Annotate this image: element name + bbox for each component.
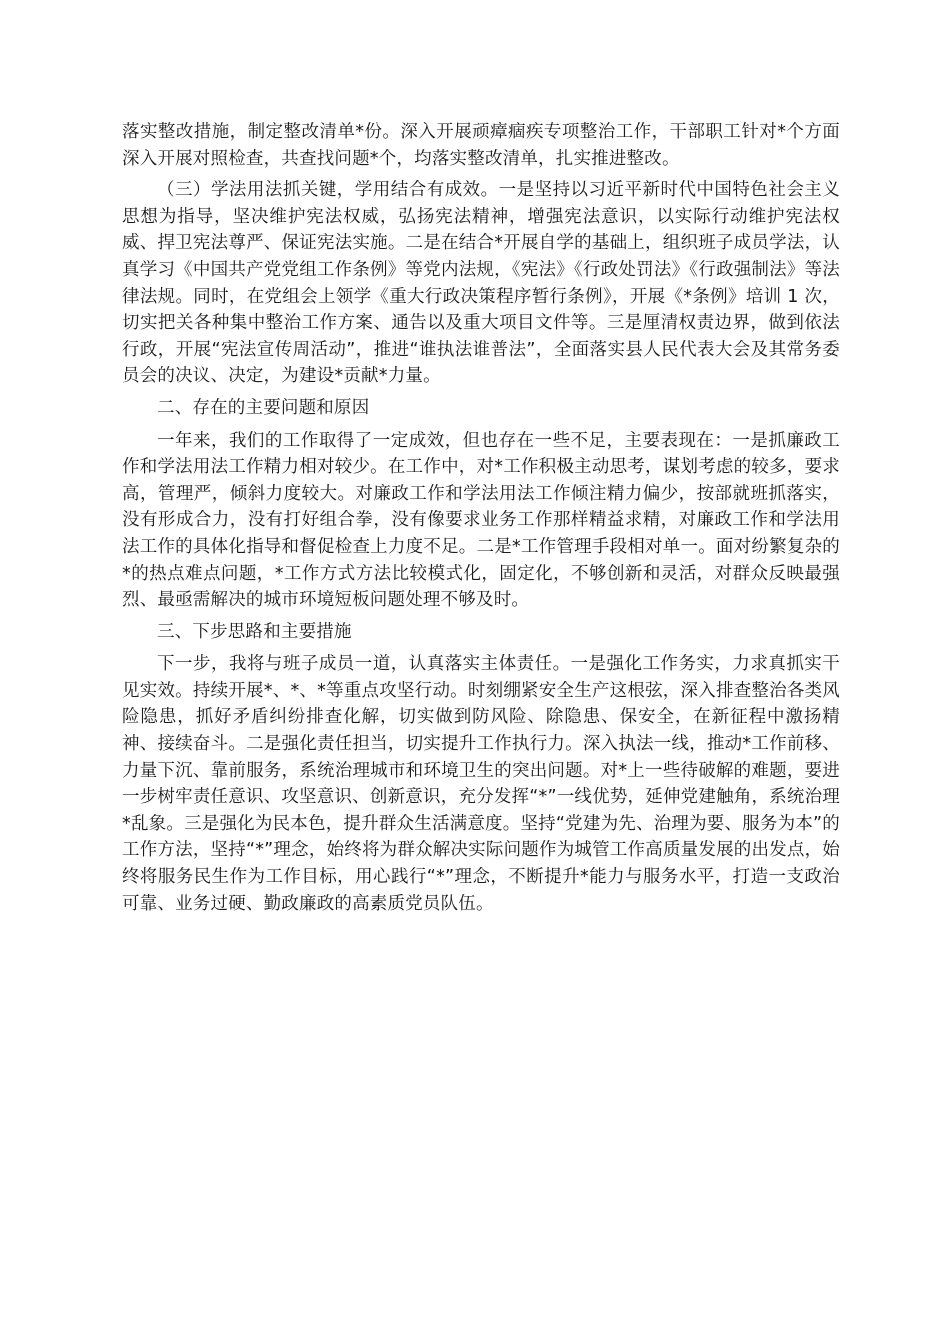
paragraph-law-study: （三）学法用法抓关键，学用结合有成效。一是坚持以习近平新时代中国特色社会主义思想为指导，坚决维护宪法权威，弘扬宪法精神，增强宪法意识，以实际行动维护宪法权威、捍卫宪法尊严、保证宪法实施。二是在结合*开展自学的基础上，组织班子成员学法，认真学习《中国共产党党组工作条例》等党内法规，《宪法》《行政处罚法》《行政强制法》等法律法规。同时，在党组会上领学《重大行政决策程序暂行条例》，开展《*条例》培训 1 次，切实把关各种集中整治工作方案、通告以及重大项目文件等。三是厘清权责边界，做到依法行政，开展“宪法宣传周活动”，推进“谁执法谁普法”，全面落实县人民代表大会及其常务委员会的决议、决定，为建设*贡献*力量。 bbox=[122, 180, 840, 387]
document-body bbox=[122, 119, 840, 922]
paragraph-rectification: 落实整改措施，制定整改清单*份。深入开展顽瘴痼疾专项整治工作，干部职工针对*个方面深入开展对照检查，共查找问题*个，均落实整改清单，扎实推进整改。 bbox=[122, 122, 840, 169]
paragraph-next-steps: 下一步，我将与班子成员一道，认真落实主体责任。一是强化工作务实，力求真抓实干见实效。持续开展*、*、*等重点攻坚行动。时刻绷紧安全生产这根弦，深入排查整治各类风险隐患，抓好矛盾纠纷排查化解，切实做到防风险、除隐患、保安全，在新征程中激扬精神、接续奋斗。二是强化责任担当，切实提升工作执行力。深入执法一线，推动*工作前移、力量下沉、靠前服务，系统治理城市和环境卫生的突出问题。对*上一些待破解的难题，要进一步树牢责任意识、攻坚意识、创新意识，充分发挥“*”一线优势，延伸党建触角，系统治理*乱象。三是强化为民本色，提升群众生活满意度。坚持“党建为先、治理为要、服务为本”的工作方法，坚持“*”理念，始终将为群众解决实际问题作为城管工作高质量发展的出发点，始终将服务民生作为工作目标，用心践行“*”理念，不断提升*能力与服务水平，打造一支政治可靠、业务过硬、勤政廉政的高素质党员队伍。 bbox=[122, 654, 840, 914]
paragraph-problems: 一年来，我们的工作取得了一定成效，但也存在一些不足，主要表现在：一是抓廉政工作和学法用法工作精力相对较少。在工作中，对*工作积极主动思考，谋划考虑的较多，要求高，管理严，倾斜力度较大。对廉政工作和学法用法工作倾注精力偏少，按部就班抓落实，没有形成合力，没有打好组合拳，没有像要求业务工作那样精益求精，对廉政工作和学法用法工作的具体化指导和督促检查上力度不足。二是*工作管理手段相对单一。面对纷繁复杂的*的热点难点问题，*工作方式方法比较模式化，固定化，不够创新和灵活，对群众反映最强烈、最亟需解决的城市环境短板问题处理不够及时。 bbox=[122, 430, 840, 611]
section-heading-problems: 二、存在的主要问题和原因 bbox=[157, 397, 370, 418]
section-heading-next-steps: 三、下步思路和主要措施 bbox=[157, 621, 352, 642]
